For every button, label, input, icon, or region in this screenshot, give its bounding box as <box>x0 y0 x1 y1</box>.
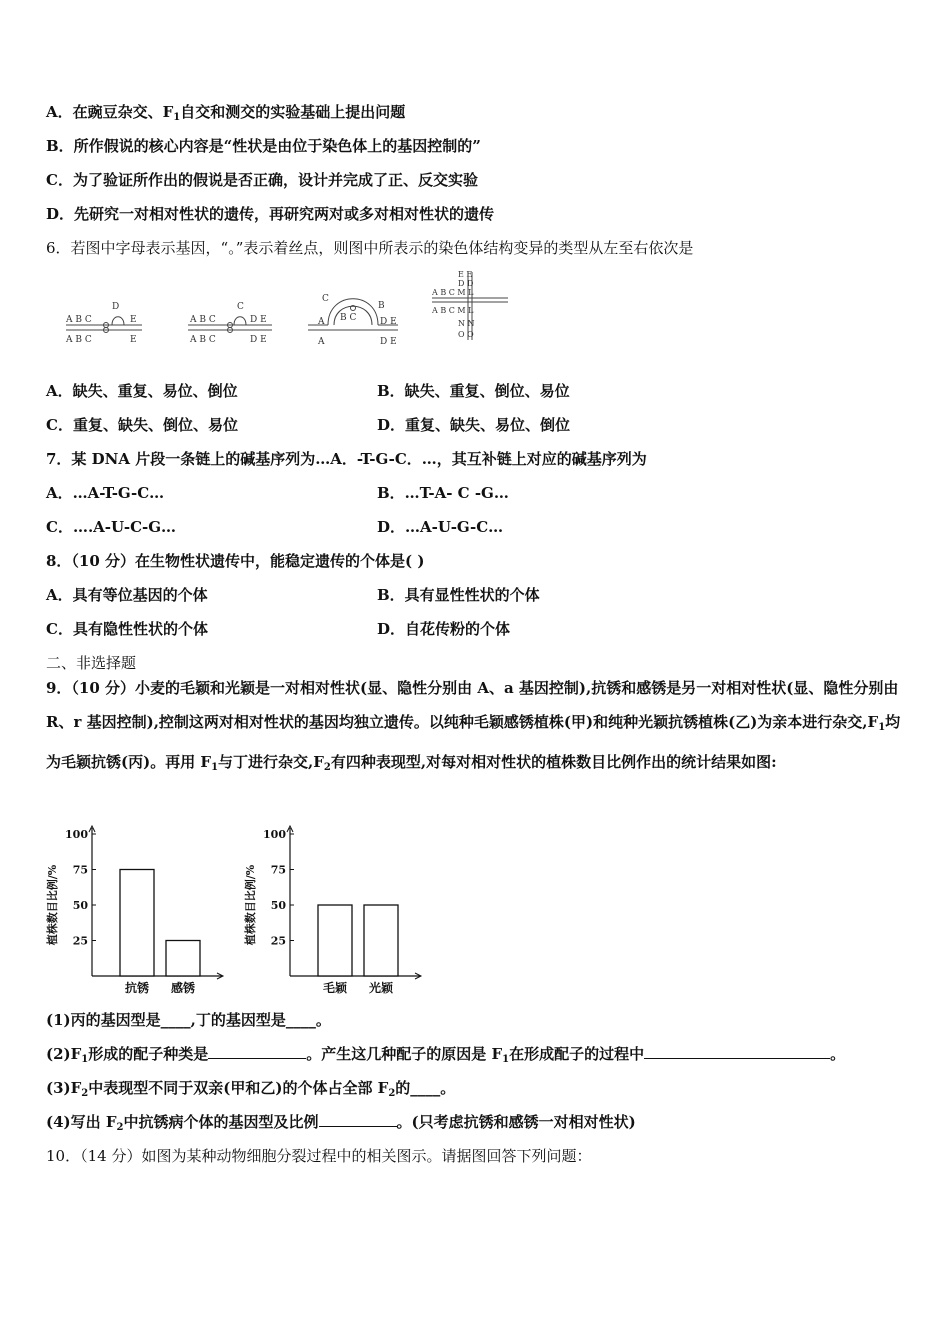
q9-sub3: $(3)F_2$中表现型不同于双亲(甲和乙)的个体占全部 $F_2$的____。 <box>46 1079 456 1099</box>
x-tick-label: 毛颖 <box>322 981 348 995</box>
y-tick-label: 25 <box>270 934 286 948</box>
fig-d1-bottom: A B C <box>66 335 92 345</box>
fig-d3-bc: B C <box>340 313 357 323</box>
y-axis-label: 植株数目比例/% <box>46 864 59 946</box>
fig-d1-top: A B C <box>66 315 92 325</box>
q7-option-a: A．…A-T-G-C… <box>46 484 165 502</box>
q9-stem: 9．（10 分）小麦的毛颖和光颖是一对相对性状(显、隐性分别由 A、a 基因控制),抗锈和感锈是另一对相对性状(显、隐性分别由 R、r 基因控制),控制这两对相对性状的基因均独立遗传。以纯种毛颖感锈植株(甲)和纯种光颖抗锈植株(乙)为亲本进行杂交$,F_1$均为毛颖抗锈(丙)。再用 $F_1$与丁进行杂交$,F_2$有四种表现型,对每对相对性状的植株数目比例作出的统计结果如图: <box>46 679 901 773</box>
fig-d3-a: A <box>318 317 325 327</box>
q9-sub4: (4)写出 $F_2$中抗锈病个体的基因型及比例 。(只考虑抗锈和感锈一对相对性状) <box>46 1113 636 1133</box>
x-tick-label: 光颖 <box>368 981 394 995</box>
q5-option-b: B．所作假说的核心内容是“性状是由位于染色体上的基因控制的” <box>46 137 481 155</box>
q5-option-a: A．在豌豆杂交、$F_1$自交和测交的实验基础上提出问题 <box>46 103 406 123</box>
y-axis-label: 植株数目比例/% <box>244 864 257 946</box>
q7-option-d: D．…A-U-G-C… <box>377 518 504 536</box>
q8-option-a: A．具有等位基因的个体 <box>46 586 208 604</box>
q8-option-d: D．自花传粉的个体 <box>377 620 511 638</box>
fig-d3-de: D E <box>380 317 397 327</box>
fig-d2-top-c: C <box>237 302 244 312</box>
q5-option-d: D．先研究一对相对性状的遗传，再研究两对或多对相对性状的遗传 <box>46 205 495 223</box>
chart-rust-resistance <box>44 822 234 1002</box>
y-tick-label: 100 <box>263 828 286 841</box>
q8-option-b: B．具有显性性状的个体 <box>377 586 540 604</box>
fig-d3-bottom-de: D E <box>380 337 397 347</box>
y-tick-label: 100 <box>65 828 88 841</box>
fig-d3-bottom-a: A <box>318 337 325 347</box>
fig-d3-b: B <box>378 301 385 311</box>
fig-d2-bottom: A B C <box>190 335 216 345</box>
q9-sub2: $(2)F_1$形成的配子种类是 。产生这几种配子的原因是 $F_1$在形成配子的过程中 。 <box>46 1045 846 1065</box>
q6-option-b: B．缺失、重复、倒位、易位 <box>377 382 570 400</box>
y-tick-label: 25 <box>72 934 88 948</box>
fig-d2-top-de: D E <box>250 315 267 325</box>
q7-option-b: B．…T-A- C -G… <box>377 484 509 502</box>
fig-d4-row4: A B C M L <box>432 306 474 315</box>
q9-sub1: (1)丙的基因型是____,丁的基因型是____。 <box>46 1011 331 1029</box>
q6-stem: 6．若图中字母表示基因，“。”表示着丝点，则图中所表示的染色体结构变异的类型从左至右依次是 <box>46 239 694 257</box>
chromosome-variation-figure <box>60 268 520 348</box>
fig-d4-row3: A B C M L <box>432 288 474 297</box>
bar <box>318 905 352 976</box>
fig-d4-row1: E E <box>458 270 473 279</box>
q7-stem: 7．某 DNA 片段一条链上的碱基序列为…A．-T-G-C．…，其互补链上对应的碱基序列为 <box>46 450 647 468</box>
fig-d2-top: A B C <box>190 315 216 325</box>
fig-d1-top-e: E <box>130 315 137 325</box>
y-tick-label: 75 <box>72 863 88 877</box>
fig-d1-top-d: D <box>112 302 120 312</box>
fig-d4-row2: D D <box>458 279 474 288</box>
q6-option-c: C．重复、缺失、倒位、易位 <box>46 416 238 434</box>
y-tick-label: 50 <box>72 899 88 912</box>
y-tick-label: 75 <box>270 863 286 877</box>
x-tick-label: 抗锈 <box>124 981 150 995</box>
bar <box>166 941 200 977</box>
fig-d4-row6: O O <box>458 330 474 339</box>
fig-d3-c: C <box>322 294 329 304</box>
chart-glume-hair <box>242 822 432 1002</box>
fig-d4-row5: N N <box>458 319 475 328</box>
q8-option-c: C．具有隐性性状的个体 <box>46 620 208 638</box>
q8-stem: 8．（10 分）在生物性状遗传中，能稳定遗传的个体是( ) <box>46 552 425 570</box>
q6-option-d: D．重复、缺失、易位、倒位 <box>377 416 571 434</box>
q10-stem: 10．（14 分）如图为某种动物细胞分裂过程中的相关图示。请据图回答下列问题： <box>46 1147 592 1165</box>
q7-option-c: C．….A-U-C-G… <box>46 518 177 536</box>
x-tick-label: 感锈 <box>170 981 196 995</box>
bar <box>120 870 154 977</box>
y-tick-label: 50 <box>270 899 286 912</box>
bar <box>364 905 398 976</box>
fig-d2-bottom-de: D E <box>250 335 267 345</box>
section-title: 二、非选择题 <box>46 654 137 672</box>
q5-option-c: C．为了验证所作出的假说是否正确，设计并完成了正、反交实验 <box>46 171 478 189</box>
fig-d1-bottom-e: E <box>130 335 137 345</box>
q6-option-a: A．缺失、重复、易位、倒位 <box>46 382 238 400</box>
